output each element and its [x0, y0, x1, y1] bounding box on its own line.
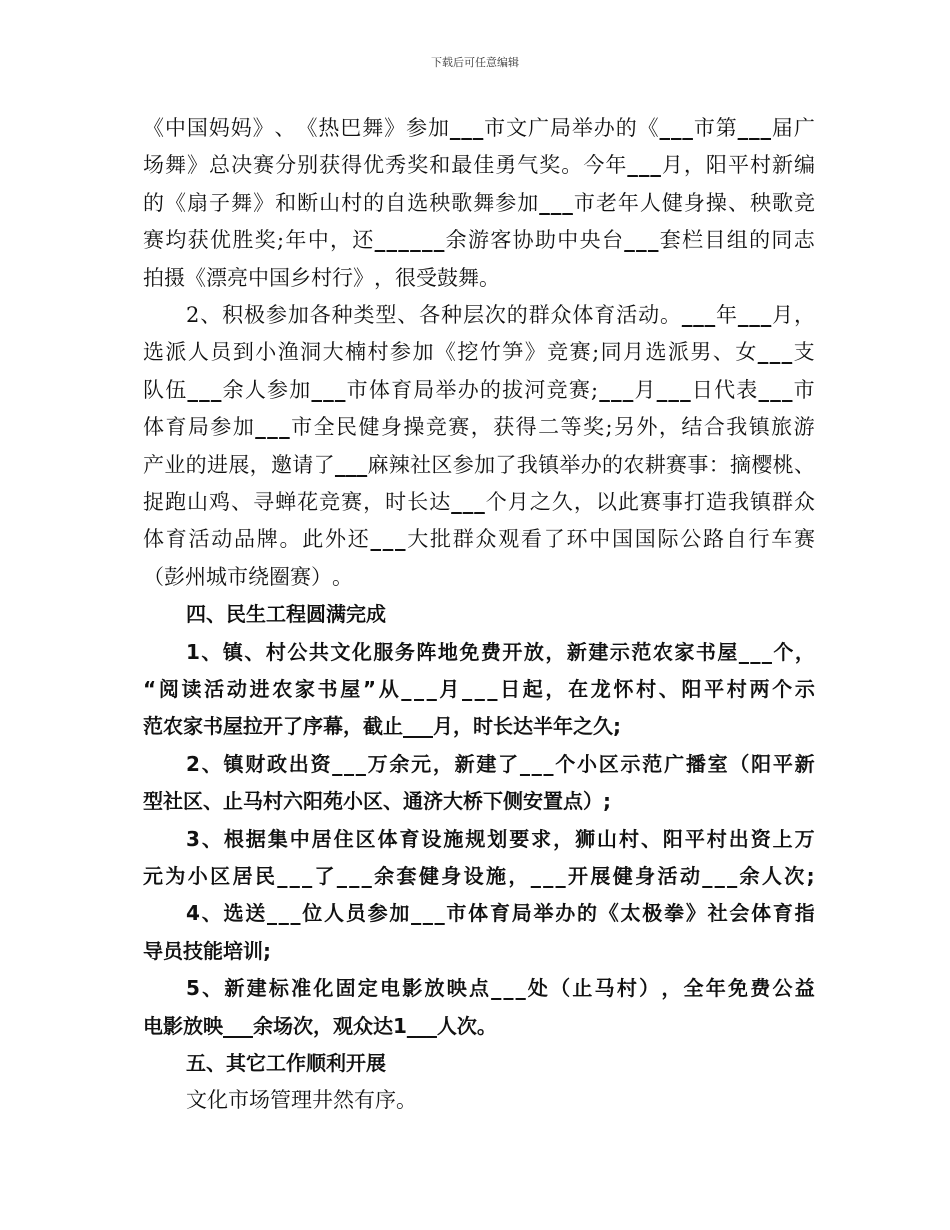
text-line: 捉 跑 山 鸡 、 寻 蝉 花 竞 赛 ， 时 长 达 _ _ _ 个 月 之 久 ， 以 此 赛 事 打 造 我 镇 群 众 — [143, 490, 815, 514]
text-line: 5 、 新 建 标 准 化 固 定 电 影 放 映 点 _ _ _ 处 （ 止 马 村 ） ， 全 年 免 费 公 益 — [186, 976, 815, 1001]
text-line: 体 育 活 动 品 牌 。 此 外 还 _ _ _ 大 批 群 众 观 看 了 环 中 国 国 际 公 路 自 行 车 赛 — [143, 527, 815, 552]
text-line: （ 彭 州 城 市 绕 圈 赛 ） 。 — [143, 564, 353, 589]
text-line: 2 、 积 极 参 加 各 种 类 型 、 各 种 层 次 的 群 众 体 育 活 动 。 _ _ _ 年 _ _ _ 月 ， — [186, 303, 815, 327]
text-line: 1 、 镇 、 村 公 共 文 化 服 务 阵 地 免 费 开 放 ， 新 建 示 范 农 家 书 屋 _ _ _ 个 ， — [186, 639, 815, 664]
text-line: 型 社 区 、 止 马 村 六 阳 苑 小 区 、 通 济 大 桥 下 侧 安 置 点 ） ; — [143, 789, 611, 814]
text-line: 文 化 市 场 管 理 井 然 有 序 。 — [186, 1088, 417, 1113]
text-line: 的 《 扇 子 舞 》 和 断 山 村 的 自 选 秧 歌 舞 参 加 _ _ _ 市 老 年 人 健 身 操 、 秧 歌 竞 — [143, 190, 815, 215]
text-line: 拍 摄 《 漂 亮 中 国 乡 村 行 》 ， 很 受 鼓 舞 。 — [143, 265, 500, 290]
text-line: 4 、 选 送 _ _ _ 位 人 员 参 加 _ _ _ 市 体 育 局 举 办 的 《 太 极 拳 》 社 会 体 育 指 — [186, 901, 815, 926]
text-line: 导 员 技 能 培 训 ; — [143, 938, 271, 963]
text-line: 产 业 的 进 展 ， 邀 请 了 _ _ _ 麻 辣 社 区 参 加 了 我 镇 举 办 的 农 耕 赛 事 ： 摘 樱 桃 、 — [143, 452, 815, 477]
text-line: “ 阅 读 活 动 进 农 家 书 屋 ” 从 _ _ _ 月 _ _ _ 日 起 ， 在 龙 怀 村 、 阳 平 村 两 个 示 — [143, 677, 815, 701]
text-line: 四 、 民 生 工 程 圆 满 完 成 — [186, 602, 386, 627]
text-line: 场 舞 》 总 决 赛 分 别 获 得 优 秀 奖 和 最 佳 勇 气 奖 。 今 年 _ _ _ 月 ， 阳 平 村 新 编 — [143, 153, 815, 178]
text-line: 2 、 镇 财 政 出 资 _ _ _ 万 余 元 ， 新 建 了 _ _ _ 个 小 区 示 范 广 播 室 （ 阳 平 新 — [186, 751, 815, 776]
text-line: 选 派 人 员 到 小 渔 洞 大 楠 村 参 加 《 挖 竹 笋 》 竞 赛 ; 同 月 选 派 男 、 女 _ _ _ 支 — [143, 340, 815, 365]
text-line: 电 影 放 映 _ _ _ 余 场 次 ， 观 众 达 1 _ _ _ 人 次 。 — [143, 1013, 497, 1038]
text-line: 体 育 局 参 加 _ _ _ 市 全 民 健 身 操 竞 赛 ， 获 得 二 等 奖 ; 另 外 ， 结 合 我 镇 旅 游 — [143, 415, 815, 440]
text-line: 《 中 国 妈 妈 》 、 《 热 巴 舞 》 参 加 _ _ _ 市 文 广 局 举 办 的 《 _ _ _ 市 第 _ _ _ 届 广 — [143, 116, 815, 140]
text-line: 五 、 其 它 工 作 顺 利 开 展 — [186, 1051, 386, 1075]
text-line: 3 、 根 据 集 中 居 住 区 体 育 设 施 规 划 要 求 ， 狮 山 村 、 阳 平 村 出 资 上 万 — [186, 826, 815, 851]
text-line: 范 农 家 书 屋 拉 开 了 序 幕 ， 截 止 _ _ _ 月 ， 时 长 达 半 年 之 久 ; — [143, 714, 621, 739]
page-header: 下载后可任意编辑 — [431, 56, 519, 69]
text-line: 赛 均 获 优 胜 奖 ; 年 中 ， 还 _ _ _ _ _ _ 余 游 客 协 助 中 央 台 _ _ _ 套 栏 目 组 的 同 志 — [143, 228, 815, 253]
text-line: 队 伍 _ _ _ 余 人 参 加 _ _ _ 市 体 育 局 举 办 的 拔 河 竞 赛 ; _ _ _ 月 _ _ _ 日 代 表 _ _ _ 市 — [143, 377, 815, 402]
text-line: 元 为 小 区 居 民 _ _ _ 了 _ _ _ 余 套 健 身 设 施 ， _ _ _ 开 展 健 身 活 动 _ _ _ 余 人 次 ; — [143, 864, 815, 888]
